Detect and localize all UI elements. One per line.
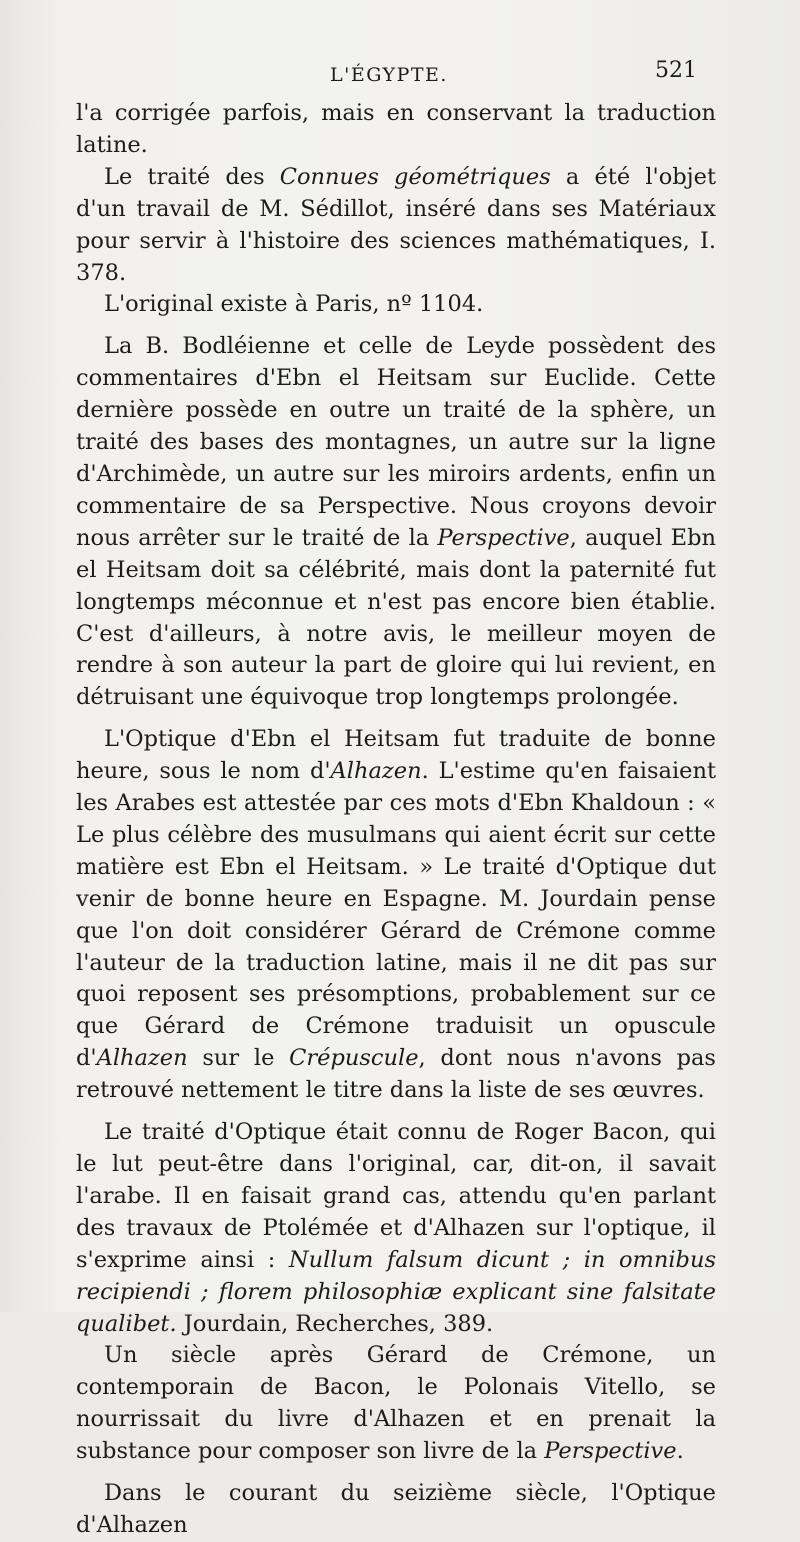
italic-text: Alhazen bbox=[330, 758, 422, 785]
paragraph-continuation bbox=[76, 98, 716, 162]
paragraph-bodleienne-leyde bbox=[76, 331, 716, 714]
text-run: . L'estime qu'en faisaient les Arabes est attestée par ces mots d'Ebn Khaldoun : « Le plus célèbre des musulmans qui aient écrit sur cette matière est Ebn el Heitsam. » Le traité d'Optique dut venir de bonne heure en Espagne. M. Jourdain pense que l'on doit considérer Gérard de Crémone comme l'auteur de la traduction latine, mais il ne dit pas sur quoi reposent ses présomptions, probablement sur ce que Gérard de Crémone traduisit un opuscule d' bbox=[76, 758, 716, 1072]
text-run: Un siècle après Gérard de Crémone, un contemporain de Bacon, le Polonais Vitello, se nourrissait du livre d'Alhazen et en prenait la substance pour composer son livre de la bbox=[76, 1342, 716, 1465]
italic-text: Connues géométriques bbox=[279, 163, 551, 190]
text-run: L'original existe à Paris, nº 1104. bbox=[104, 291, 484, 318]
text-run: sur le bbox=[187, 1045, 290, 1072]
italic-text: Alhazen bbox=[96, 1045, 188, 1072]
text-run: , auquel Ebn el Heitsam doit sa célébrité, mais dont la paternité fut longtemps méconnue et n'est pas encore bien établie. C'est d'ailleurs, à notre avis, le meilleur moyen de rendre à son auteur la part de gloire qui lui revient, en détruisant une équivoque trop longtemps prolongée. bbox=[76, 524, 716, 711]
paragraph-roger-bacon bbox=[76, 1117, 716, 1340]
page-header bbox=[0, 58, 800, 98]
paragraph-seizieme-siecle bbox=[76, 1478, 716, 1542]
paragraph-vitello bbox=[76, 1340, 716, 1468]
paragraph-original-paris bbox=[76, 289, 716, 321]
text-run: L'Optique d'Ebn el Heitsam fut traduite de bonne heure, sous le nom d' bbox=[76, 726, 716, 785]
italic-text: Crépuscule bbox=[289, 1045, 419, 1072]
italic-text: Nullum falsum dicunt ; in omnibus recipiendi ; florem philosophiæ explicant sine falsitate qualibet. bbox=[76, 1246, 716, 1337]
text-run: l'a corrigée parfois, mais en conservant la traduction latine. bbox=[76, 100, 716, 158]
text-run: Le traité des bbox=[104, 163, 280, 190]
text-run: , dont nous n'avons pas retrouvé nettement le titre dans la liste de ses œuvres. bbox=[76, 1045, 716, 1104]
body-text bbox=[76, 98, 716, 1542]
text-run: Le traité d'Optique était connu de Roger Bacon, qui le lut peut-être dans l'original, car, dit-on, il savait l'arabe. Il en faisait grand cas, attendu qu'en parlant des travaux de Ptolémée et d'Alhazen sur l'optique, il s'exprime ainsi : bbox=[76, 1119, 716, 1273]
italic-text: Perspective bbox=[437, 524, 570, 551]
text-run: Jourdain, Recherches, 389. bbox=[176, 1310, 494, 1337]
running-title: L'ÉGYPTE. bbox=[330, 64, 448, 86]
text-run: . bbox=[676, 1438, 684, 1465]
italic-text: Perspective bbox=[544, 1438, 677, 1465]
text-run: a été l'objet d'un travail de M. Sédillot, inséré dans ses Matériaux pour servir à l'histoire des sciences mathématiques, I. 378. bbox=[76, 163, 716, 286]
paragraph-connues-geometriques bbox=[76, 162, 716, 290]
text-run: Dans le courant du seizième siècle, l'Optique d'Alhazen bbox=[76, 1480, 716, 1538]
page-number: 521 bbox=[655, 58, 697, 83]
paragraph-optique-alhazen bbox=[76, 724, 716, 1107]
text-run: La B. Bodléienne et celle de Leyde possèdent des commentaires d'Ebn el Heitsam sur Euclide. Cette dernière possède en outre un traité de la sphère, un traité des bases des montagnes, un autre sur la ligne d'Archimède, un autre sur les miroirs ardents, enfin un commentaire de sa Perspective. Nous croyons devoir nous arrêter sur le traité de la bbox=[76, 333, 716, 551]
